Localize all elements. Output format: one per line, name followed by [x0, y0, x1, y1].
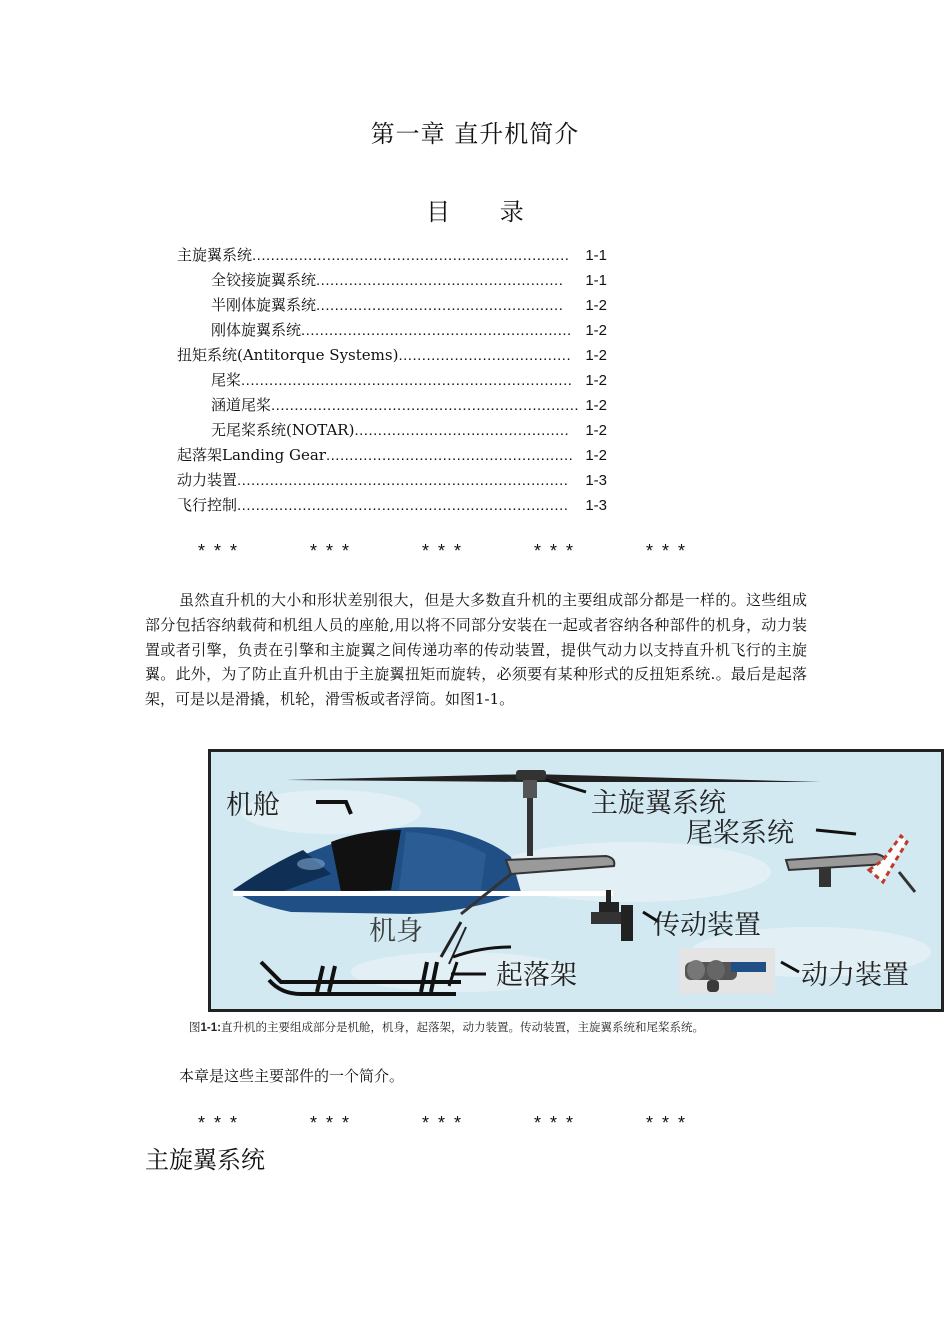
helicopter-figure: [208, 749, 944, 1012]
toc-entry-page: 1-1: [585, 272, 607, 289]
figure-caption: [189, 1019, 704, 1035]
toc-entry-label: 半刚体旋翼系统: [211, 296, 317, 314]
toc-entry-label: 涵道尾桨: [211, 396, 272, 414]
toc-entry[interactable]: [177, 293, 607, 318]
toc-entry-page: 1-3: [585, 497, 607, 514]
toc-entry-label: 无尾桨系统(NOTAR): [211, 421, 355, 439]
toc-entry-page: 1-2: [585, 422, 607, 439]
toc-entry-page: 1-3: [585, 472, 607, 489]
separator-stars: * * *: [646, 1113, 688, 1133]
toc-entry[interactable]: [177, 368, 607, 393]
helicopter-diagram: [211, 752, 941, 1009]
toc-leader-dots: .......................................................................: [241, 372, 573, 389]
label-fuselage: 机身: [369, 916, 423, 947]
separator-stars: * * *: [198, 1113, 240, 1133]
separator-bottom: [198, 1113, 758, 1134]
toc-entry[interactable]: [177, 243, 607, 268]
caption-prefix: 图: [189, 1020, 201, 1034]
toc-entry[interactable]: [177, 418, 607, 443]
toc-entry-label: 尾桨: [211, 371, 242, 389]
separator-top: [198, 541, 758, 562]
toc-entry-label: 动力装置: [177, 471, 238, 489]
separator-stars: * * *: [198, 541, 240, 561]
section-heading: 主旋翼系统: [145, 1146, 265, 1174]
toc-entry[interactable]: [177, 443, 607, 468]
toc-entry-page: 1-2: [585, 322, 607, 339]
toc-entry-label: 扭矩系统(Antitorque Systems): [177, 346, 399, 364]
separator-stars: * * *: [422, 1113, 464, 1133]
separator-stars: * * *: [310, 1113, 352, 1133]
toc-entry[interactable]: [177, 318, 607, 343]
toc-entry-page: 1-2: [585, 347, 607, 364]
toc-entry-page: 1-1: [585, 247, 607, 264]
toc-entry-page: 1-2: [585, 372, 607, 389]
toc-entry-page: 1-2: [585, 297, 607, 314]
label-cabin: 机舱: [226, 790, 280, 821]
separator-stars: * * *: [422, 541, 464, 561]
toc-leader-dots: .....................................: [398, 347, 572, 364]
intro-line: 本章是这些主要部件的一个简介。: [179, 1067, 405, 1085]
chapter-title: 第一章 直升机简介: [370, 120, 580, 148]
body-paragraph: 虽然直升机的大小和形状差别很大，但是大多数直升机的主要组成部分都是一样的。这些组成部分包括容纳载荷和机组人员的座舱,用以将不同部分安装在一起或者容纳各种部件的机身，动力装置或者引擎，负责在引擎和主旋翼之间传递功率的传动装置，提供气动力以支持直升机飞行的主旋翼。此外，为了防止直升机由于主旋翼扭矩而旋转，必须要有某种形式的反扭矩系统.。最后是起落架，可是以是滑撬，机轮，滑雪板或者浮筒。如图1-1。: [145, 591, 807, 709]
caption-number: 1-1:: [200, 1022, 221, 1034]
toc-entry-label: 刚体旋翼系统: [211, 321, 302, 339]
toc-entry[interactable]: [177, 393, 607, 418]
table-of-contents: [177, 243, 607, 518]
toc-leader-dots: .....................................................: [316, 272, 564, 289]
toc-leader-dots: ..........................................................: [301, 322, 572, 339]
toc-leader-dots: ..............................................: [354, 422, 570, 439]
toc-leader-dots: .....................................................: [325, 447, 574, 464]
toc-entry-page: 1-2: [585, 397, 607, 414]
separator-stars: * * *: [310, 541, 352, 561]
toc-entry-page: 1-2: [585, 447, 607, 464]
toc-leader-dots: .......................................................................: [237, 497, 569, 514]
toc-leader-dots: .....................................................: [316, 297, 564, 314]
toc-leader-dots: ....................................................................: [252, 247, 570, 264]
separator-stars: * * *: [534, 1113, 576, 1133]
caption-text: 直升机的主要组成部分是机舱，机身，起落架，动力装置。传动装置，主旋翼系统和尾桨系统。: [220, 1020, 704, 1034]
toc-title: 目 录: [426, 198, 524, 226]
label-landing-gear: 起落架: [496, 960, 577, 991]
toc-entry-label: 主旋翼系统: [177, 246, 253, 264]
label-transmission: 传动装置: [653, 910, 761, 941]
toc-entry-label: 起落架Landing Gear: [177, 446, 326, 464]
toc-entry[interactable]: [177, 493, 607, 518]
toc-leader-dots: .......................................................................: [237, 472, 569, 489]
label-powerplant: 动力装置: [801, 960, 909, 991]
separator-stars: * * *: [534, 541, 576, 561]
toc-entry[interactable]: [177, 468, 607, 493]
label-main-rotor: 主旋翼系统: [591, 788, 726, 819]
toc-leader-dots: ..................................................................: [271, 397, 580, 414]
toc-entry[interactable]: [177, 343, 607, 368]
toc-entry-label: 飞行控制: [177, 496, 238, 514]
toc-entry-label: 全铰接旋翼系统: [211, 271, 317, 289]
label-tail-rotor: 尾桨系统: [686, 818, 794, 849]
separator-stars: * * *: [646, 541, 688, 561]
toc-entry[interactable]: [177, 268, 607, 293]
